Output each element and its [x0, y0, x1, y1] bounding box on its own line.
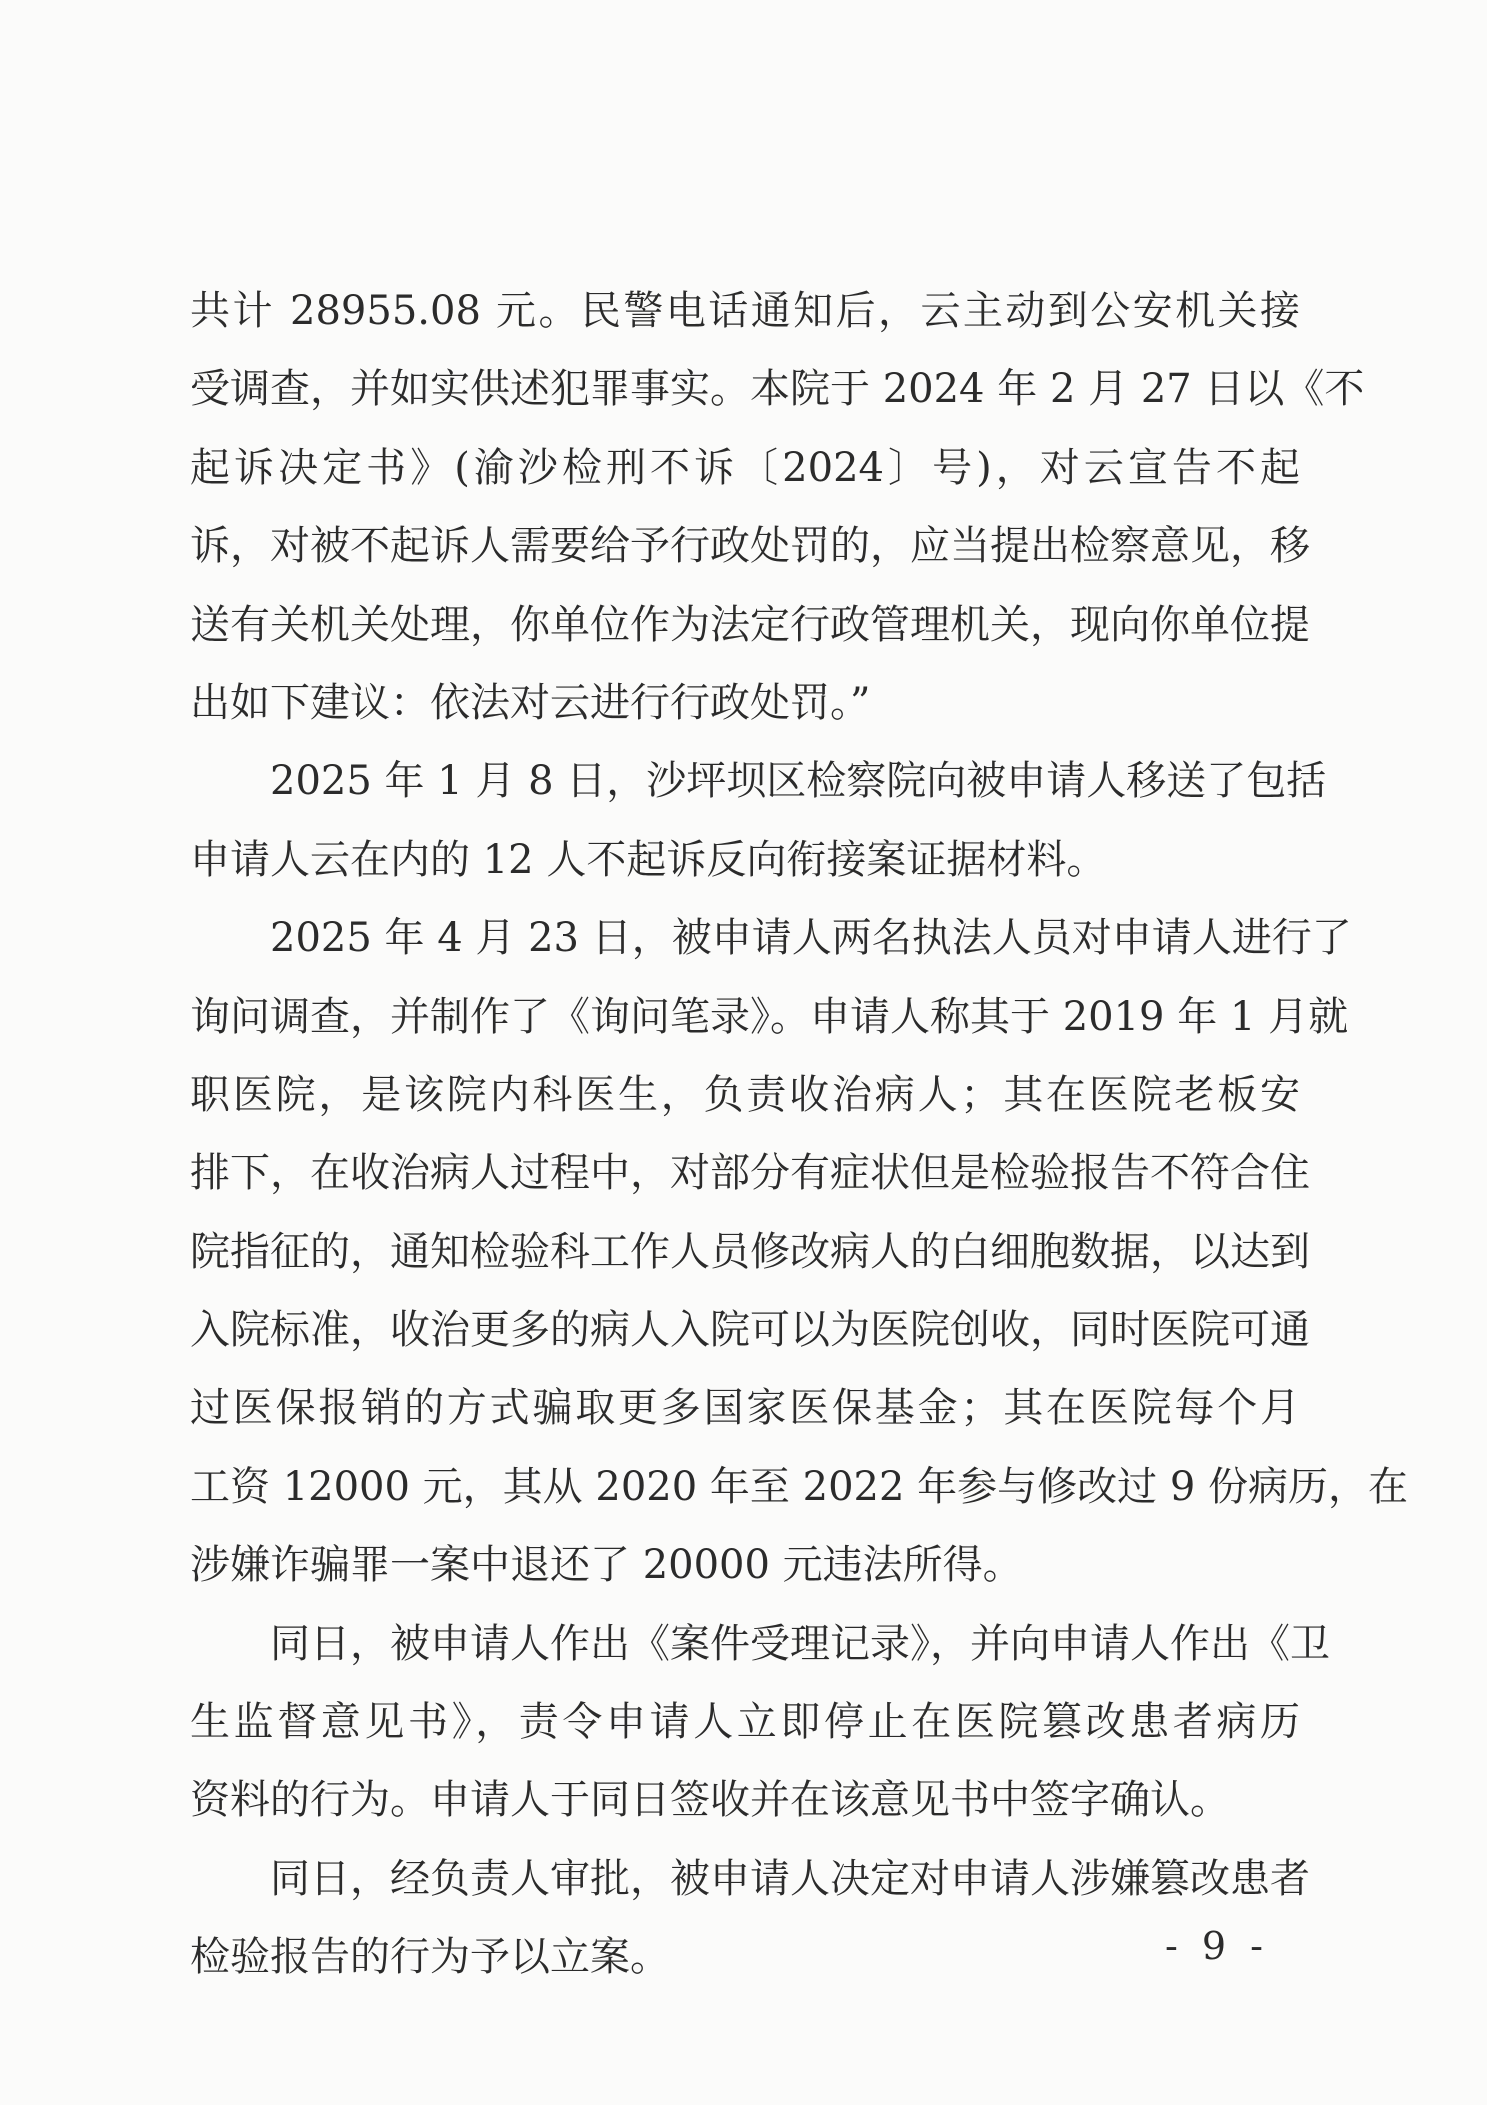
line-15-part-a: 过医保报销的方式骗取更多国家医保基金；其在	[190, 1385, 1089, 1432]
line-19-part-a: 生监督意见书》，责令申请人立即停止在	[190, 1699, 955, 1746]
document-body	[190, 272, 1409, 1997]
line-21-text: 同日，经负责人审批，被申请人决定对申请人涉嫌篡改患者	[270, 1855, 1310, 1902]
text-line-2	[190, 350, 1365, 428]
line-1-part-a: 共计 28955.08 元。民警电话通知后，云	[190, 288, 963, 334]
line-4-text: 诉，对被不起诉人需要给予行政处罚的，应当提出检察意见，移	[190, 523, 1310, 570]
line-22-text: 检验报告的行为予以立案。	[190, 1934, 670, 1981]
text-line-19	[190, 1683, 1300, 1761]
line-18-text: 同日，被申请人作出《案件受理记录》，并向申请人作出《卫	[270, 1620, 1330, 1667]
line-8-part-a: 申请人云	[190, 836, 350, 883]
text-line-4	[190, 507, 1310, 585]
text-line-20	[190, 1761, 1300, 1839]
text-line-5	[190, 586, 1310, 664]
line-1-part-b: 主动到公安机关接	[962, 288, 1300, 334]
text-line-18	[190, 1605, 1330, 1683]
text-line-11	[190, 1056, 1300, 1134]
text-line-10	[190, 978, 1349, 1056]
text-line-21	[190, 1840, 1310, 1918]
text-line-6	[190, 664, 1300, 742]
text-line-13	[190, 1213, 1310, 1291]
line-9-text: 2025 年 4 月 23 日，被申请人两名执法人员对申请人进行了	[270, 915, 1352, 962]
text-line-16	[190, 1448, 1409, 1526]
page-number: - 9 -	[1164, 1924, 1269, 1968]
text-line-14	[190, 1291, 1310, 1369]
line-17-text: 涉嫌诈骗罪一案中退还了 20000 元违法所得。	[190, 1542, 1023, 1589]
text-line-9	[190, 899, 1352, 977]
line-7-text: 2025 年 1 月 8 日，沙坪坝区检察院向被申请人移送了包括	[270, 758, 1327, 805]
line-3-part-a: 起诉决定书》(渝沙检刑不诉〔2024〕	[190, 444, 933, 491]
line-6-part-a: 出如下建议：依法对云	[190, 679, 590, 726]
text-line-8	[190, 821, 1300, 899]
text-line-22	[190, 1918, 1300, 1996]
text-line-7	[190, 742, 1327, 820]
line-8-part-b: 在内的 12 人不起诉反向衔接案证据材料。	[350, 836, 1107, 883]
line-15-part-b: 医院每个月	[1088, 1385, 1301, 1432]
line-20-text: 资料的行为。申请人于同日签收并在该意见书中签字确认。	[190, 1777, 1230, 1824]
text-line-15	[190, 1369, 1300, 1447]
line-2-text: 受调查，并如实供述犯罪事实。本院于 2024 年 2 月 27 日以《不	[190, 366, 1365, 413]
text-line-17	[190, 1526, 1300, 1604]
line-14-text: 入院标准，收治更多的病人入院可以为医院创收，同时医院可通	[190, 1307, 1310, 1354]
line-13-text: 院指征的，通知检验科工作人员修改病人的白细胞数据，以达到	[190, 1228, 1310, 1275]
line-3-part-b: 号)，对云	[932, 444, 1128, 491]
line-5-text: 送有关机关处理，你单位作为法定行政管理机关，现向你单位提	[190, 601, 1310, 648]
line-16-text: 工资 12000 元，其从 2020 年至 2022 年参与修改过 9 份病历，在	[190, 1463, 1409, 1510]
text-line-12	[190, 1134, 1310, 1212]
line-10-text: 询问调查，并制作了《询问笔录》。申请人称其于 2019 年 1 月就	[190, 993, 1349, 1040]
text-line-1	[190, 272, 1300, 350]
line-11-part-b: 医院，是该院内科医生，负责收治病人；其在医院老板安	[232, 1071, 1301, 1118]
line-6-part-b: 进行行政处罚。”	[590, 679, 871, 726]
line-11-part-a: 职	[190, 1071, 233, 1118]
line-19-part-b: 医院篡改患者病历	[954, 1699, 1301, 1746]
line-12-text: 排下，在收治病人过程中，对部分有症状但是检验报告不符合住	[190, 1150, 1310, 1197]
text-line-3	[190, 429, 1300, 507]
line-3-part-c: 宣告不起	[1127, 444, 1300, 491]
